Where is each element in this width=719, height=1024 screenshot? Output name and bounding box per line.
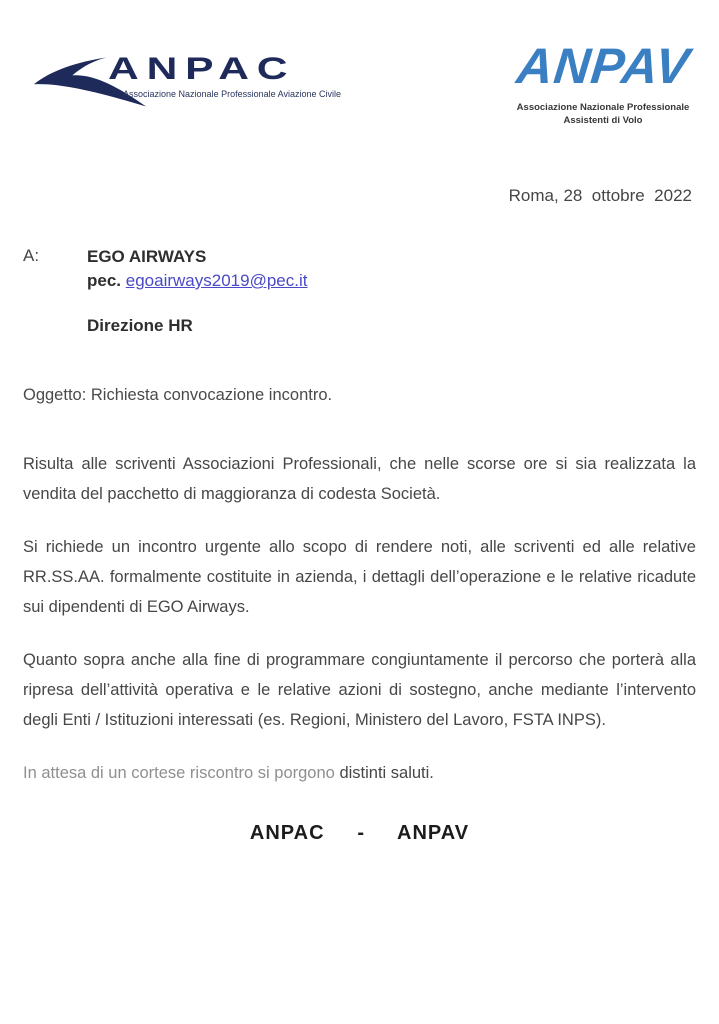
- anpav-tagline-line1: Associazione Nazionale Professionale: [516, 102, 690, 113]
- anpac-logo: [32, 50, 352, 108]
- pec-label: pec.: [87, 271, 122, 290]
- subject-line: Oggetto: Richiesta convocazione incontro.: [23, 386, 333, 404]
- recipient-name: EGO AIRWAYS: [87, 247, 207, 266]
- paragraph-3: Quanto sopra anche alla fine di programmare congiuntamente il percorso che porterà alla ripresa dell’attività operativa e le relative azioni di sostegno, anche mediante l’intervento degli Enti / Istituzioni interessati (es. Regioni, Ministero del Lavoro, FSTA INPS).: [23, 651, 696, 729]
- anpav-tagline-line2: Assistenti di Volo: [563, 114, 643, 126]
- closing-text-regular: In attesa di un cortese riscontro si porgono: [23, 764, 340, 782]
- recipient-lines: [87, 246, 307, 337]
- closing-text-emphasis: distinti saluti.: [339, 764, 434, 782]
- anpac-wordmark: ANPAC: [108, 52, 296, 87]
- paragraph-2: Si richiede un incontro urgente allo scopo di rendere noti, alle scriventi ed alle relative RR.SS.AA. formalmente costituite in azienda, i dettagli dell’operazione e le relative ricadute sui dipendenti di EGO Airways.: [23, 538, 696, 616]
- date-line: Roma, 28 ottobre 2022: [508, 186, 692, 205]
- to-label: A:: [23, 246, 40, 265]
- anpav-wordmark: ANPAV: [513, 38, 693, 94]
- anpav-logo: [505, 38, 701, 127]
- recipient-pec-line: [87, 270, 307, 292]
- recipient-department: Direzione HR: [87, 316, 193, 335]
- anpac-tagline: Associazione Nazionale Professionale Aviazione Civile: [123, 89, 341, 99]
- pec-email-link[interactable]: egoairways2019@pec.it: [125, 271, 308, 290]
- letter-body: [23, 449, 696, 788]
- recipient-block: [23, 246, 307, 337]
- closing-line: [23, 758, 696, 788]
- anpav-tagline: [505, 102, 701, 127]
- signature-line: ANPAC - ANPAV: [249, 822, 470, 844]
- paragraph-1: Risulta alle scriventi Associazioni Professionali, che nelle scorse ore si sia realizzata la vendita del pacchetto di maggioranza di codesta Società.: [23, 455, 696, 503]
